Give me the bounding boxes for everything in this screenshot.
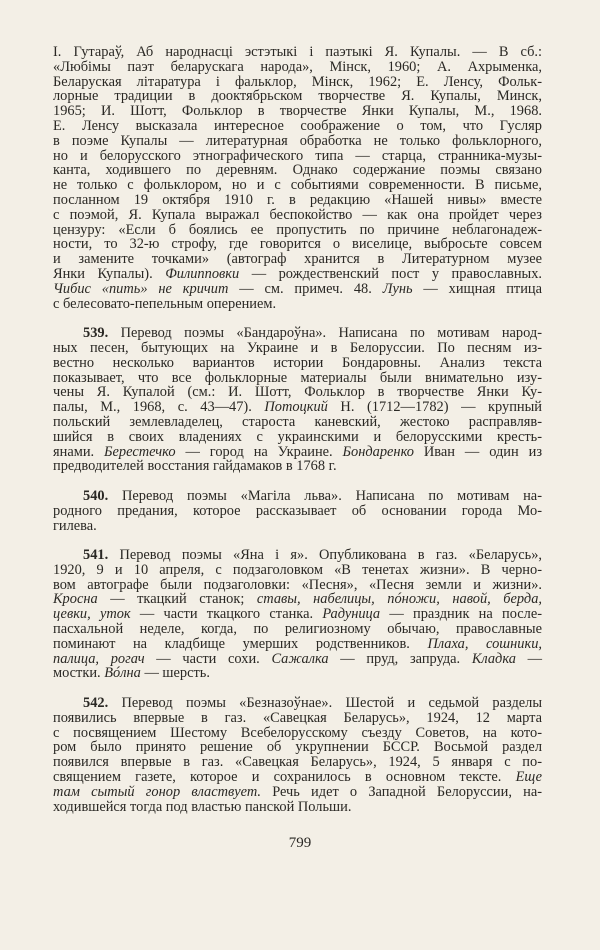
text-segment: «Любімы паэт беларускага народа», Мінск, 1960; А. Ахрыменка, <box>53 58 542 75</box>
text-line <box>53 459 542 474</box>
text-segment: ром было принято решение об укрупнении БССР. Восьмой раздел <box>53 739 542 756</box>
text-line <box>53 607 542 622</box>
italic-term: Потоцкий <box>264 399 328 416</box>
text-line <box>53 504 542 519</box>
text-segment: ных песен, бытующих на Украине и в Белоруссии. По песням из- <box>53 339 542 356</box>
italic-term: Кладка <box>471 650 516 667</box>
text-segment: гилева. <box>53 517 97 534</box>
text-line <box>53 385 542 400</box>
text-segment: — рождественский пост у православных. <box>239 265 542 282</box>
text-segment: священием газете, которое и сохранилось в основном тексте. <box>53 769 516 786</box>
note-paragraph <box>53 548 542 681</box>
text-segment: в поэме Купалы — литературная обработка не только фольклорного, <box>53 132 542 149</box>
text-segment: родного предания, которое рассказывает об основании города Мо- <box>53 502 542 519</box>
text-segment: — пруд, запруда. <box>328 650 472 667</box>
text-line <box>53 519 542 534</box>
text-segment: шийся в своих владениях с украинскими и белорусскими кресть- <box>53 428 542 445</box>
italic-term: цевки, уток <box>53 606 131 623</box>
text-line <box>53 267 542 282</box>
text-segment: — части ткацкого станка. <box>130 606 323 623</box>
text-segment: Перевод поэмы «Магіла льва». Написана по мотивам на- <box>108 487 542 504</box>
text-segment: I. Гутараў, Аб народнасці эстэтыкі і паэтыкі Я. Купалы. — В сб.: <box>53 44 542 60</box>
text-segment: Янки Купалы). <box>53 265 166 282</box>
text-line <box>53 149 542 164</box>
italic-term: Сажалка <box>271 650 329 667</box>
text-line <box>53 237 542 252</box>
text-segment: поминают на кладбище умерших родственников. <box>53 635 428 652</box>
italic-term: Берестечко <box>104 443 176 460</box>
text-line <box>53 578 542 593</box>
text-line <box>53 75 542 90</box>
text-line <box>53 326 542 341</box>
text-segment: посланном 19 октября 1910 г. в редакцию «Нашей нивы» вместе <box>53 191 542 208</box>
text-segment: появились впервые в газ. «Савецкая Беларусь», 1924, 12 марта <box>53 709 542 726</box>
italic-term: Филипповки <box>165 265 240 282</box>
note-number: 539. <box>83 325 109 342</box>
italic-term: Плаха, сошники, <box>427 635 542 652</box>
text-segment: Речь идет о Западной Белоруссии, на- <box>261 783 543 800</box>
note-paragraph <box>53 696 542 814</box>
text-segment: мостки. <box>53 665 105 682</box>
text-line <box>53 740 542 755</box>
text-segment: появился впервые в газ. «Савецкая Беларусь», 1924, 5 января с по- <box>53 754 542 771</box>
text-segment: не только с фольклором, но и с событиями современности. В письме, <box>53 177 542 194</box>
text-segment: Е. Ленсу высказала интересное соображение о том, что Гусляр <box>53 117 542 134</box>
text-line <box>53 800 542 815</box>
text-line <box>53 622 542 637</box>
text-segment: показывает, что все фольклорные материалы были внимательно изу- <box>53 369 542 386</box>
italic-term: Чибис «пить» не кричит <box>53 280 229 297</box>
text-segment: — город на Украине. <box>175 443 343 460</box>
italic-term: Бондаренко <box>342 443 414 460</box>
text-line <box>53 711 542 726</box>
text-segment: пасхальной неделе, когда, по религиозному обычаю, православные <box>53 621 542 638</box>
text-line <box>53 104 542 119</box>
note-paragraph <box>53 326 542 474</box>
text-segment: — праздник на после- <box>380 606 542 623</box>
text-segment: Перевод поэмы «Бандароўна». Написана по мотивам народ- <box>108 325 542 342</box>
text-line <box>53 785 542 800</box>
text-segment: — <box>515 650 542 667</box>
text-line <box>53 208 542 223</box>
page-number: 799 <box>288 835 312 851</box>
text-segment: цензуру: «Если б боялись ее пропустить по причине неблагонадеж- <box>53 221 542 238</box>
text-line <box>53 45 542 60</box>
text-segment: Н. (1712—1782) — крупный <box>327 399 542 416</box>
text-line <box>53 341 542 356</box>
text-line <box>53 282 542 297</box>
text-line <box>53 770 542 785</box>
text-line <box>53 371 542 386</box>
text-line <box>53 652 542 667</box>
italic-term: Еще <box>515 769 542 786</box>
text-segment: лорные традиции в дооктябрьском творчестве Я. Купалы, Минск, <box>53 88 542 105</box>
text-line <box>53 252 542 267</box>
text-line <box>53 592 542 607</box>
text-segment: — ткацкий станок; <box>97 591 257 608</box>
text-segment: предводителей восстания гайдамаков в 1768 г. <box>53 458 337 475</box>
text-segment: с посвящением Шестому Всебелорусскому съезду Советов, на кото- <box>53 724 542 741</box>
page-body <box>53 45 542 814</box>
text-segment: Иван — один из <box>413 443 542 460</box>
text-segment: и замените точками» (автограф хранится в Литературном музее <box>53 251 542 268</box>
note-number: 542. <box>83 695 109 712</box>
text-segment: ности, то 32-ю строфу, где говорится о виселице, выбросьте совсем <box>53 236 542 253</box>
text-line <box>53 134 542 149</box>
text-segment: — см. примеч. 48. <box>228 280 383 297</box>
text-segment: чены Я. Купалой (см.: И. Шотт, Фольклор в творчестве Янки Ку- <box>53 384 542 401</box>
text-segment: канта, ходившего по деревням. Однако содержание поэмы связано <box>53 162 542 179</box>
text-line <box>53 666 542 681</box>
text-line <box>53 89 542 104</box>
text-segment: палы, М., 1968, с. 43—47). <box>53 399 265 416</box>
text-line <box>53 119 542 134</box>
italic-term: Радуница <box>322 606 381 623</box>
italic-term: там сытый гонор властвует. <box>53 783 262 800</box>
text-segment: с белесовато-пепельным оперением. <box>53 295 277 312</box>
text-segment: вестно несколько вариантов истории Бондаровны. Анализ текста <box>53 354 542 371</box>
italic-term: Вóлна <box>104 665 141 682</box>
text-segment: Перевод поэмы «Яна і я». Опубликована в газ. «Беларусь», <box>108 547 542 564</box>
text-line <box>53 356 542 371</box>
text-line <box>53 415 542 430</box>
text-segment: вом автографе были подзаголовки: «Песня», «Песня земли и жизни». <box>53 576 542 593</box>
text-line <box>53 563 542 578</box>
text-line <box>53 445 542 460</box>
text-line <box>53 696 542 711</box>
text-segment: Перевод поэмы «Безназоўнае». Шестой и седьмой разделы <box>108 695 542 712</box>
text-line <box>53 193 542 208</box>
text-segment: 1965; И. Шотт, Фольклор в творчестве Янки Купалы, М., 1968. <box>53 103 542 120</box>
text-segment: с поэмой, Я. Купала выражал беспокойство — как она пройдет через <box>53 206 542 223</box>
text-segment: польский землевладелец, староста каневский, жестоко расправляв- <box>53 413 542 430</box>
text-segment: но и белорусского этнографического типа — старца, странника-музы- <box>53 147 542 164</box>
text-segment: — хищная птица <box>412 280 542 297</box>
text-line <box>53 489 542 504</box>
text-line <box>53 223 542 238</box>
text-segment: 1920, 9 и 10 апреля, с подзаголовком «В тенетах жизни». В черно- <box>53 561 542 578</box>
note-number: 540. <box>83 487 109 504</box>
text-segment: — части сохи. <box>144 650 272 667</box>
italic-term: Кросна <box>53 591 98 608</box>
text-segment: янами. <box>53 443 105 460</box>
text-line <box>53 548 542 563</box>
italic-term: ставы, набелицы, пóножи, навой, берда, <box>256 591 542 608</box>
text-segment: — шерсть. <box>140 665 210 682</box>
text-line <box>53 297 542 312</box>
text-segment: ходившейся тогда под властью панской Польши. <box>53 798 352 815</box>
text-line <box>53 178 542 193</box>
italic-term: Лунь <box>382 280 413 297</box>
note-paragraph <box>53 489 542 533</box>
italic-term: палица, рогач <box>53 650 145 667</box>
note-paragraph <box>53 45 542 311</box>
text-line <box>53 755 542 770</box>
note-number: 541. <box>83 547 109 564</box>
text-line <box>53 163 542 178</box>
text-line <box>53 726 542 741</box>
text-segment: Беларуская літаратура і фальклор, Мінск, 1962; Е. Ленсу, Фольк- <box>53 73 542 90</box>
text-line <box>53 430 542 445</box>
text-line <box>53 400 542 415</box>
text-line <box>53 60 542 75</box>
text-line <box>53 637 542 652</box>
